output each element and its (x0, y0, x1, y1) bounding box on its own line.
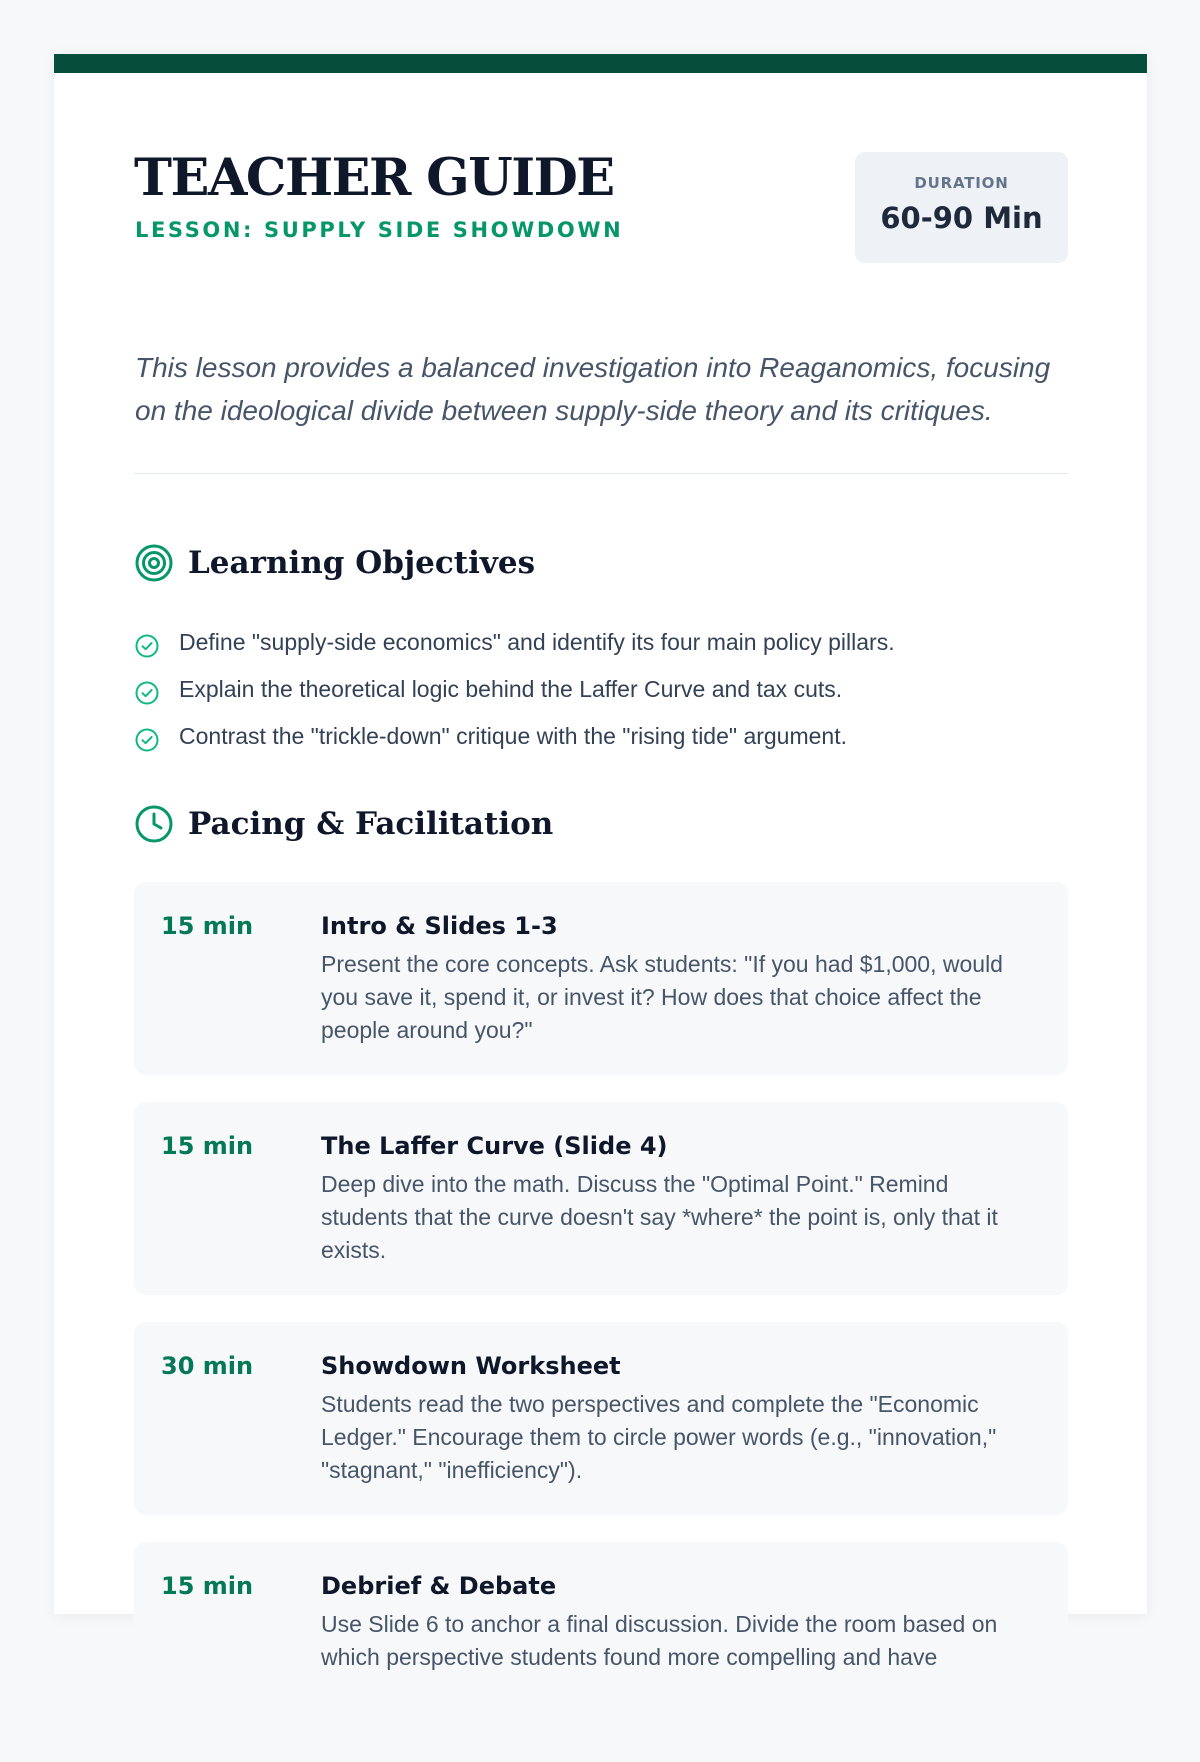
clock-icon (134, 804, 174, 844)
pacing-step-title: Intro & Slides 1-3 (321, 912, 558, 940)
check-circle-icon (134, 633, 160, 659)
objective-text: Contrast the "trickle-down" critique with the "rising tide" argument. (179, 723, 847, 749)
duration-label: DURATION (914, 174, 1009, 192)
pacing-step-description: Present the core concepts. Ask students: "If you had $1,000, would you save it, spend it, or invest it? How does that choice affect the people around you?" (321, 951, 1003, 1043)
lesson-subtitle: LESSON: SUPPLY SIDE SHOWDOWN (135, 218, 624, 242)
pacing-card (134, 882, 1068, 1075)
objective-item (134, 619, 895, 666)
pacing-step-title: The Laffer Curve (Slide 4) (321, 1132, 668, 1160)
pacing-card (134, 1322, 1068, 1515)
objectives-list (134, 619, 895, 760)
objective-text: Define "supply-side economics" and identify its four main policy pillars. (179, 629, 895, 655)
objective-text: Explain the theoretical logic behind the Laffer Curve and tax cuts. (179, 676, 843, 702)
pacing-step-description: Use Slide 6 to anchor a final discussion. Divide the room based on which perspective students found more compelling and have (321, 1611, 998, 1670)
objectives-title: Learning Objectives (188, 545, 536, 581)
pacing-step-title: Showdown Worksheet (321, 1352, 621, 1380)
objectives-heading (134, 543, 535, 583)
page-title: TEACHER GUIDE (134, 148, 614, 208)
check-circle-icon (134, 680, 160, 706)
pacing-step-title: Debrief & Debate (321, 1572, 557, 1600)
pacing-list (134, 882, 1068, 1762)
guide-content (134, 73, 1068, 1670)
section-divider (134, 473, 1068, 474)
guide-sheet (54, 54, 1147, 1670)
pacing-duration: 15 min (161, 1572, 254, 1600)
pacing-duration: 30 min (161, 1352, 254, 1380)
top-accent-bar (54, 54, 1147, 73)
guide-header (134, 73, 1068, 242)
pacing-title: Pacing & Facilitation (188, 806, 554, 842)
objective-item (134, 666, 895, 713)
objective-item (134, 713, 895, 760)
pacing-step-description: Students read the two perspectives and complete the "Economic Ledger." Encourage them to circle power words (e.g., "innovation," "stagnant," "inefficiency"). (321, 1391, 997, 1483)
pacing-card (134, 1102, 1068, 1295)
check-circle-icon (134, 727, 160, 753)
pacing-duration: 15 min (161, 1132, 254, 1160)
pacing-card (134, 1542, 1068, 1735)
pacing-duration: 15 min (161, 912, 254, 940)
pacing-step-description: Deep dive into the math. Discuss the "Optimal Point." Remind students that the curve doesn't say *where* the point is, only that it exists. (321, 1171, 998, 1263)
duration-value: 60-90 Min (880, 201, 1043, 235)
pacing-heading (134, 804, 553, 844)
target-icon (134, 543, 174, 583)
duration-badge (855, 152, 1068, 263)
lesson-intro: This lesson provides a balanced investigation into Reaganomics, focusing on the ideological divide between supply-side theory and its critiques. (135, 352, 1051, 426)
